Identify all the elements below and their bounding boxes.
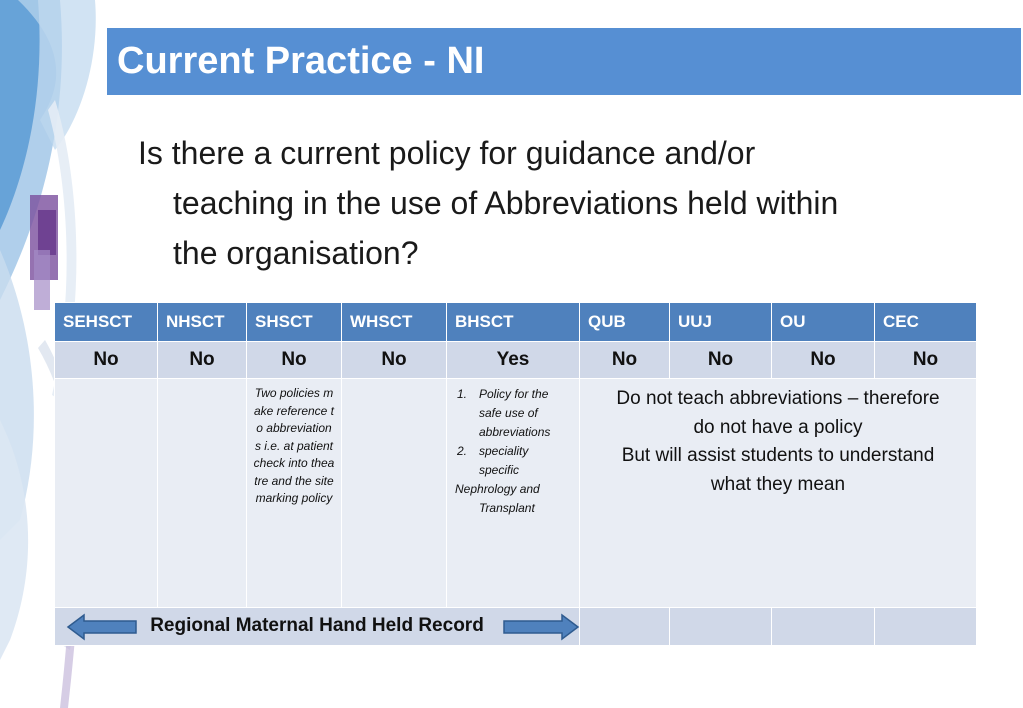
header-qub: QUB <box>580 303 670 342</box>
detail-nhsct <box>158 379 247 608</box>
header-sehsct: SEHSCT <box>55 303 158 342</box>
answer-shsct: No <box>247 342 342 379</box>
answer-whsct: No <box>342 342 447 379</box>
organisation-policy-table <box>54 302 977 646</box>
bhsct-policy-list <box>447 379 579 518</box>
answer-sehsct: No <box>55 342 158 379</box>
header-cec: CEC <box>875 303 977 342</box>
answer-qub: No <box>580 342 670 379</box>
page-title: Current Practice - NI <box>117 40 485 82</box>
header-ou: OU <box>772 303 875 342</box>
header-bhsct: BHSCT <box>447 303 580 342</box>
detail-universities <box>580 379 977 608</box>
answer-cec: No <box>875 342 977 379</box>
bhsct-tail-line-2: Transplant <box>479 501 535 515</box>
header-shsct: SHSCT <box>247 303 342 342</box>
list-item: 2. speciality specific <box>457 444 529 477</box>
answer-nhsct: No <box>158 342 247 379</box>
answer-row <box>55 342 977 379</box>
header-nhsct: NHSCT <box>158 303 247 342</box>
table-header-row <box>55 303 977 342</box>
regional-ou <box>772 608 875 646</box>
header-uuj: UUJ <box>670 303 772 342</box>
title-bar <box>107 28 1021 95</box>
detail-shsct <box>247 379 342 608</box>
detail-sehsct <box>55 379 158 608</box>
question-text <box>138 128 1023 278</box>
header-whsct: WHSCT <box>342 303 447 342</box>
question-line-3: the organisation? <box>173 235 419 271</box>
regional-cec <box>875 608 977 646</box>
regional-record-arrow <box>66 612 580 642</box>
bhsct-tail-line-1: Nephrology and <box>455 482 540 496</box>
regional-uuj <box>670 608 772 646</box>
shsct-note: Two policies make reference to abbreviation s i.e. at patient check into theatre and the site marking policy <box>253 386 335 505</box>
detail-bhsct <box>447 379 580 608</box>
answer-uuj: No <box>670 342 772 379</box>
question-line-1: Is there a current policy for guidance and/or <box>138 135 756 171</box>
answer-bhsct: Yes <box>447 342 580 379</box>
detail-row <box>55 379 977 608</box>
answer-ou: No <box>772 342 875 379</box>
detail-whsct <box>342 379 447 608</box>
list-item: 1. Policy for the safe use of abbreviations <box>457 387 551 439</box>
universities-note: Do not teach abbreviations – therefore do not have a policy But will assist students to understand what they mean <box>616 388 940 495</box>
regional-qub <box>580 608 670 646</box>
regional-record-label: Regional Maternal Hand Held Record <box>150 615 484 636</box>
question-line-2: teaching in the use of Abbreviations held within <box>173 185 839 221</box>
